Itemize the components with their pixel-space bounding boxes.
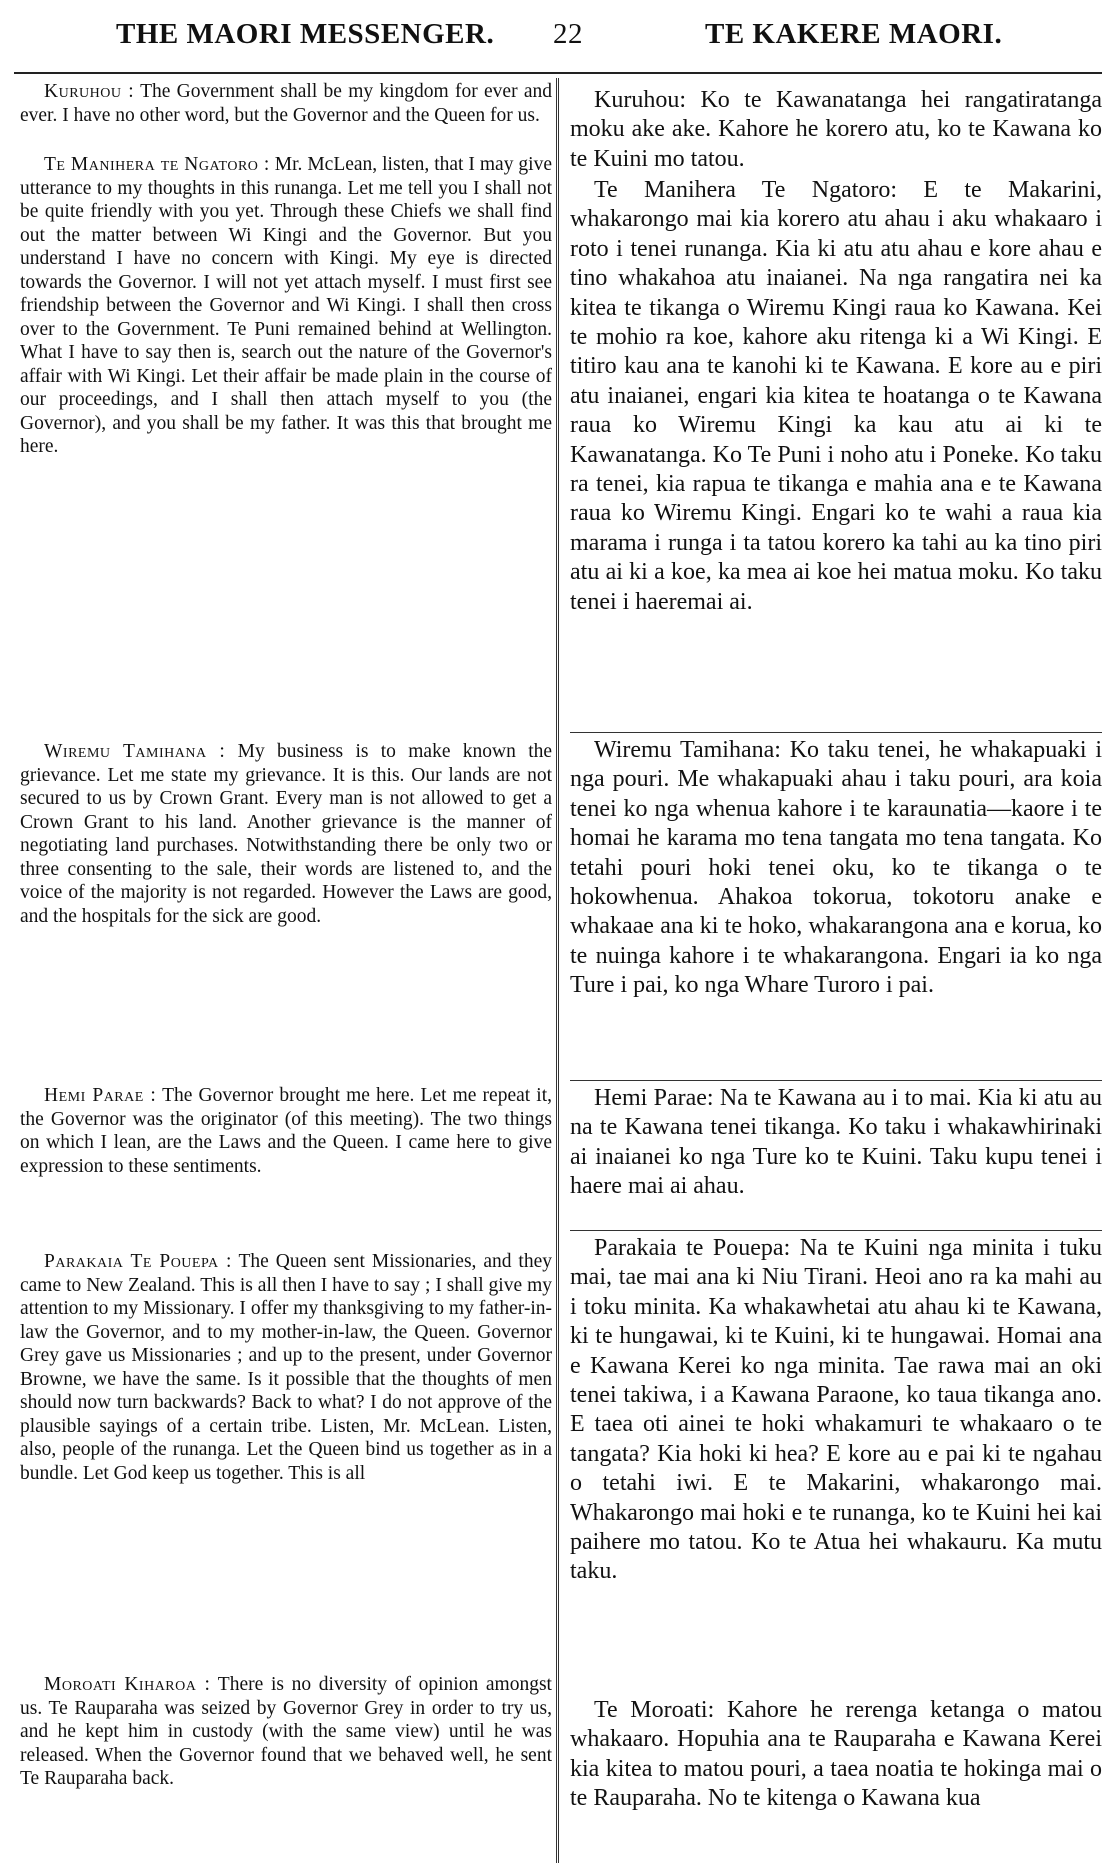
maori-entry-manihera: [570, 176, 1102, 617]
maori-masthead-title: TE KAKERE MAORI.: [705, 18, 1003, 50]
speaker-name: Kuruhou:: [594, 87, 686, 113]
english-entry-manihera: [20, 153, 552, 459]
section-separator: [570, 1230, 1102, 1231]
speech-text: Mr. McLean, listen, that I may give utterance to my thoughts in this runanga. Let me tell you I shall not be quite friendly with you yet. Through these Chiefs we shall find out the matter between Wi Kingi and the Governor. But you understand I have no concern with Kingi. My eye is directed towards the Governor. I will not yet attach myself. I must first see friendship between the Governor and Wi Kingi. I shall then cross over to the Government. Te Puni remained behind at Wellington. What I have to say then is, search out the nature of the Governor's affair with Wi Kingi. Let their affair be made plain in the course of our proceedings, and I shall then attach myself to you (the Governor), and you shall be my father. It was this that brought me here.: [20, 154, 552, 457]
section-separator: [570, 732, 1102, 733]
speaker-name: Parakaia te Pouepa:: [594, 1235, 791, 1261]
speaker-name: Te Moroati:: [594, 1697, 715, 1723]
speech-text: Ko taku tenei, he whakapuaki i nga pouri. Me whakapuaki ahau i taku pouri, ara koia tenei ko nga whenua kahore i te karaunatia—kaore i te homai he karama mo tena tangata mo tena tangata. Ko tetahi pouri hoki tenei oku, ko te tikanga o te hokowhenua. Ahakoa tokorua, tokotoru anake e whakaae ana ki te hoko, whakarangona ana e korua, ko te nuinga kahore i te whakarangona. Engari ia ko nga Ture i pai, ko nga Whare Turoro i pai.: [570, 737, 1102, 999]
column-divider: [556, 78, 559, 1863]
english-entry-pouepa: [20, 1250, 552, 1485]
speech-text: Kahore he rerenga ketanga o matou whakaaro. Hopuhia ana te Rauparaha e Kawana Kerei kia kitea to matou pouri, a taea noatia te hokinga mai o te Rauparaha. No te kitenga o Kawana kua: [570, 1697, 1103, 1812]
speech-text: There is no diversity of opinion amongst us. Te Rauparaha was seized by Governor Grey in order to try us, and he kept him in custody (with the same view) until he was released. When the Governor found that we behaved well, he sent Te Rauparaha back.: [20, 1674, 552, 1789]
speaker-name: Kuruhou :: [44, 81, 135, 102]
speaker-name: Parakaia Te Pouepa :: [44, 1251, 232, 1272]
speech-text: E te Makarini, whakarongo mai kia korero atu ahau i aku whakaaro i roto i tenei runanga. Kia ki atu atu ahau e kore ahau e tino whakahoa atu inaianei. Na nga rangatira nei ka kitea te tikanga o Wiremu Kingi raua ko Kawana. Kei te mohio ra koe, kahore aku ritenga ki a Wi Kingi. E titiro kau ana te kanohi ki te Kawana. E kore au e piri atu inaianei, engari kia kitea te hoatanga o te Kawana raua ko Wiremu Kingi ka kau atu ai ki te Kawanatanga. Ko Te Puni i noho atu i Poneke. Ko taku ra tenei, kia rapua te tikanga e mahia ana e te Kawana raua ko Wiremu Kingi. Engari ko te wahi a raua kia marama i runga i ta tatou korero ka tahi au ka tino piri atu ai ki a koe, ka mea ai koe hei matua moku. Ko taku tenei i haeremai ai.: [570, 177, 1103, 615]
english-masthead-title: THE MAORI MESSENGER.: [116, 18, 495, 50]
speaker-name: Te Manihera Te Ngatoro:: [594, 177, 898, 203]
english-entry-kiharoa: [20, 1673, 552, 1791]
maori-entry-moroati: [570, 1696, 1102, 1814]
maori-entry-kuruhou: [570, 86, 1102, 174]
speaker-name: Te Manihera te Ngatoro :: [44, 154, 270, 175]
speech-text: The Government shall be my kingdom for ever and ever. I have no other word, but the Governor and the Queen for us.: [20, 81, 552, 126]
speaker-name: Moroati Kiharoa :: [44, 1674, 211, 1695]
speech-text: Na te Kawana au i to mai. Kia ki atu au na te Kawana tenei tikanga. Ko taku i whakawhirinaki ai inaianei ko nga Ture ko te Kuini. Taku kupu tenei i haere mai ai ahau.: [570, 1085, 1102, 1200]
english-entry-tamihana: [20, 740, 552, 928]
english-entry-parae: [20, 1084, 552, 1178]
speech-text: Na te Kuini nga minita i tuku mai, tae mai ana ki Niu Tirani. Heoi ano ra ka mahi au i toku minita. Ka whakawhetai atu ahau ki te Kawana, ki te hungawai, ki te Kuini, ki te hungawai. Homai ana e Kawana Kerei ko nga minita. Tae rawa mai an oki tenei takiwa, i a Kawana Paraone, ko taua tikanga ano. E taea oti ainei te hoki whakamuri te whakaaro o te tangata? Kia hoki ki hea? E kore au e pai ki te ngahau o tetahi iwi. E te Makarini, whakarongo mai. Whakarongo mai hoki e te runanga, ko te Kuini hei kai paihere mo tatou. Ko te Atua hei whakauru. Ka mutu taku.: [570, 1235, 1102, 1585]
maori-entry-pouepa: [570, 1234, 1102, 1587]
header-rule: [14, 72, 1102, 74]
speaker-name: Hemi Parae :: [44, 1085, 157, 1106]
speech-text: My business is to make known the grievance. Let me state my grievance. It is this. Our lands are not secured to us by Crown Grant. Every man is not allowed to get a Crown Grant to his land. Another grievance is the manner of negotiating land purchases. Notwithstanding there be only two or three consenting to the sale, their words are listened to, and the voice of the majority is not regarded. However the Laws are good, and the hospitals for the sick are good.: [20, 741, 553, 927]
page-number: 22: [553, 18, 583, 50]
maori-entry-parae: [570, 1084, 1102, 1202]
speaker-name: Wiremu Tamihana :: [44, 741, 226, 762]
english-entry-kuruhou: [20, 80, 552, 127]
speaker-name: Hemi Parae:: [594, 1085, 714, 1111]
section-separator: [570, 1080, 1102, 1081]
maori-entry-tamihana: [570, 736, 1102, 1001]
page-header: [0, 0, 1114, 66]
speech-text: The Governor brought me here. Let me repeat it, the Governor was the originator (of this meeting). The two things on which I lean, are the Laws and the Queen. I came here to give expression to these sentiments.: [20, 1085, 552, 1177]
speech-text: Ko te Kawanatanga hei rangatiratanga moku ake ake. Kahore he korero atu, ko te Kawana ko te Kuini mo tatou.: [570, 87, 1102, 172]
speaker-name: Wiremu Tamihana:: [594, 737, 781, 763]
speech-text: The Queen sent Missionaries, and they came to New Zealand. This is all then I have to say ; I shall give my attention to my Missionary. I offer my thanksgiving to my father-in-law the Governor, and to my mother-in-law, the Queen. Governor Grey gave us Missionaries ; and up to the present, under Governor Browne, we have the same. Is it possible that the thoughts of men should now turn backwards? Back to what? I do not approve of the plausible sayings of a certain tribe. Listen, Mr. McLean. Listen, also, people of the runanga. Let the Queen bind us together as in a bundle. Let God keep us together. This is all: [20, 1251, 552, 1484]
